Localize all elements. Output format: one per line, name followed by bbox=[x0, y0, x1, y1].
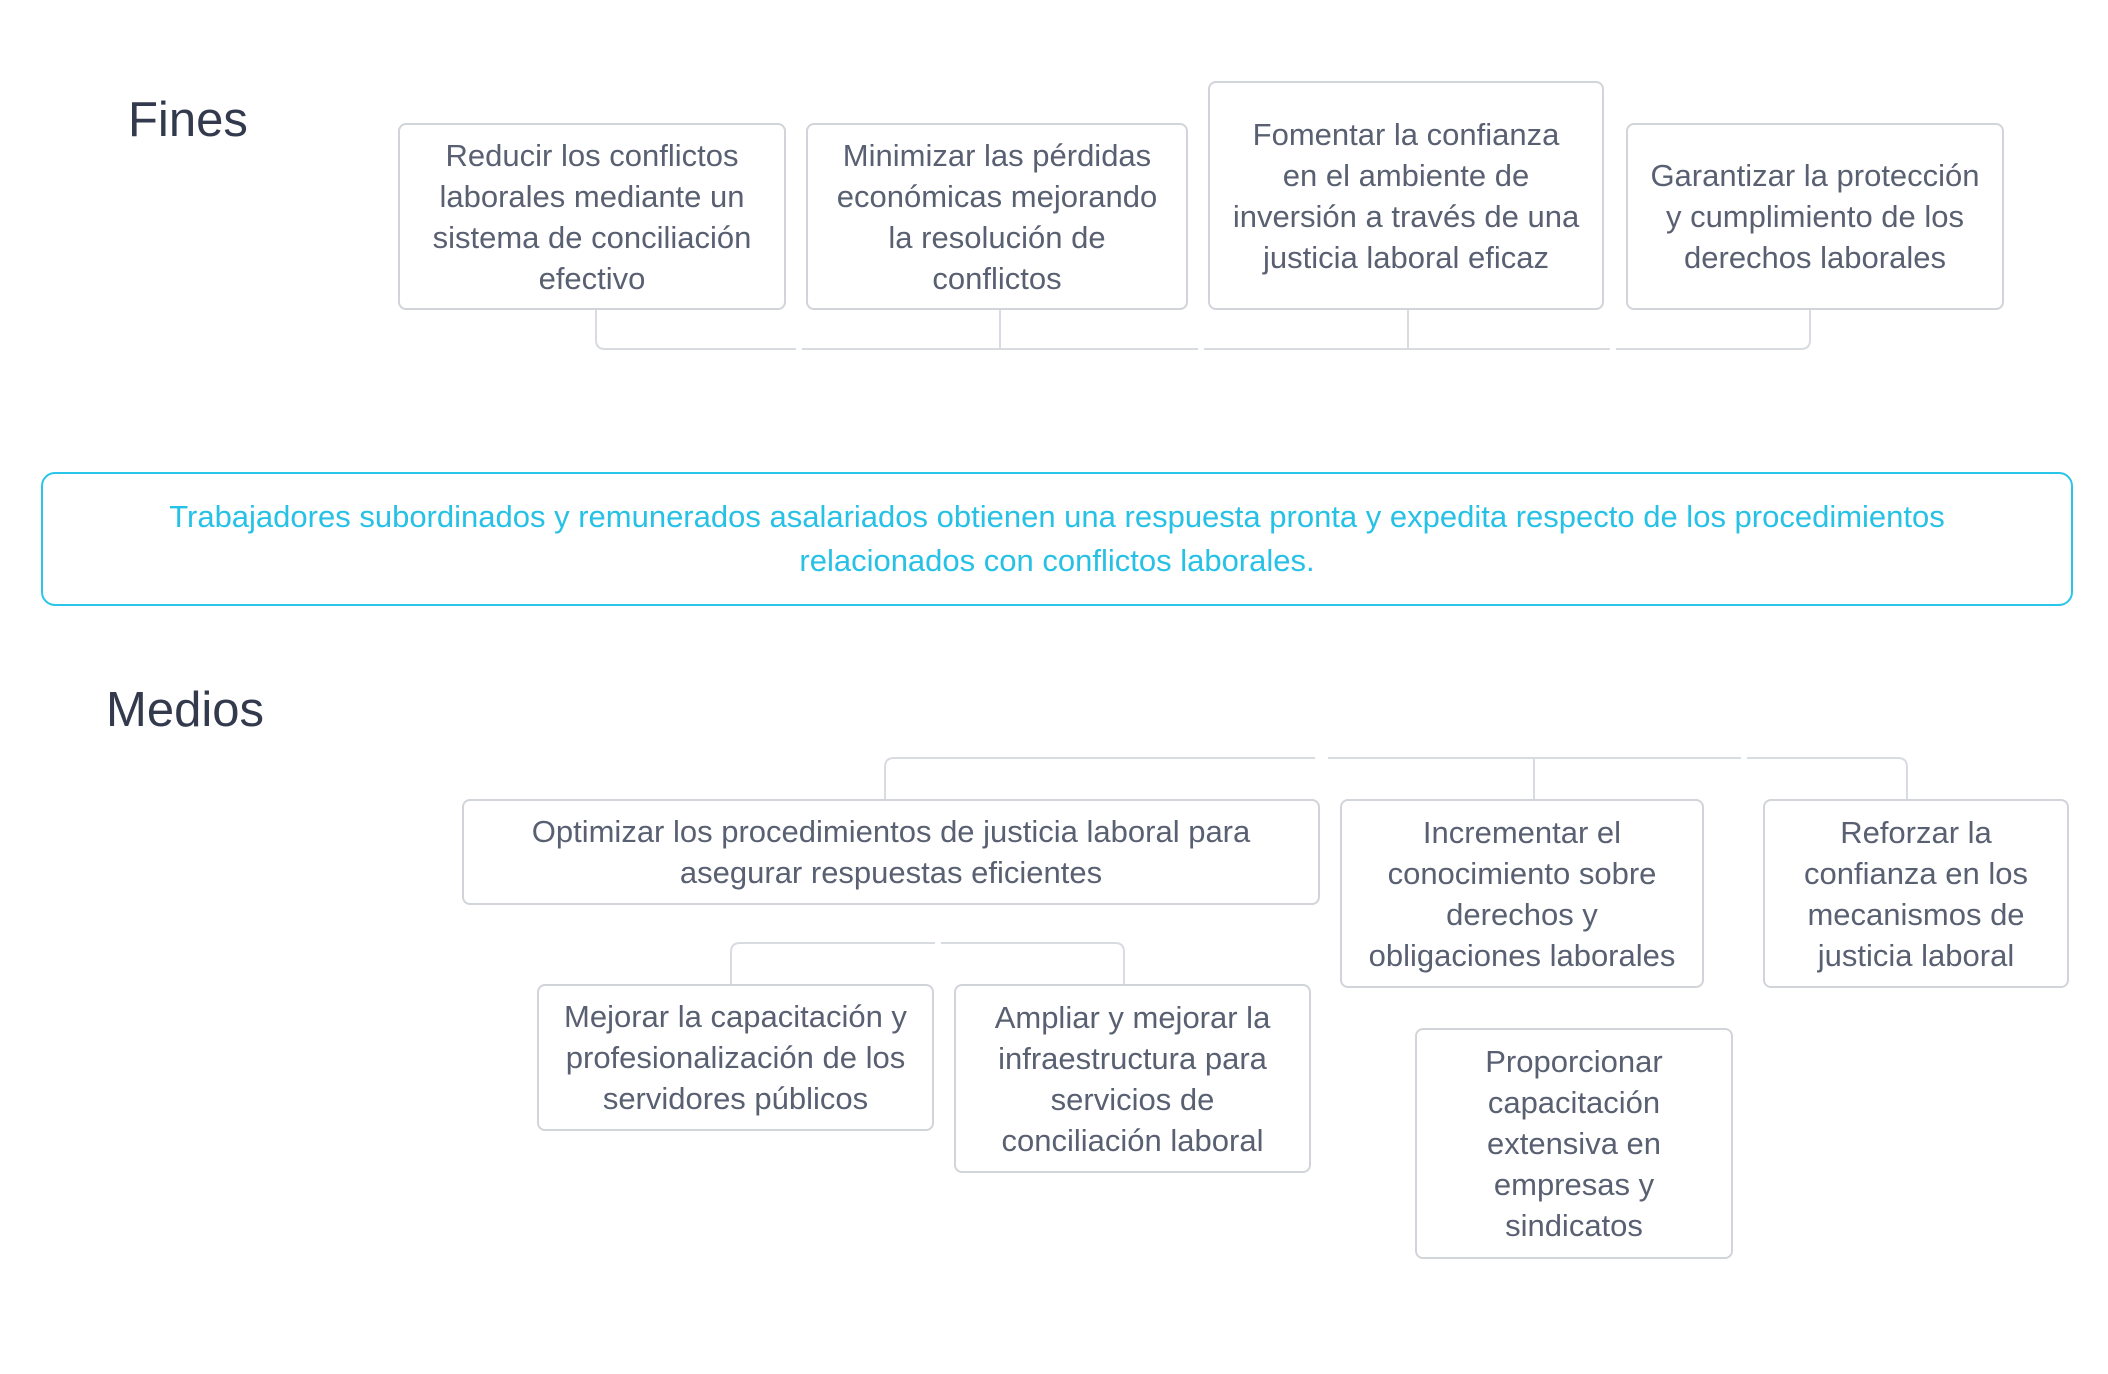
fines-item-2: Minimizar las pérdidas económicas mejorando la resolución de conflictos bbox=[806, 123, 1188, 310]
medios-subitem-1-2: Ampliar y mejorar la infraestructura para servicios de conciliación laboral bbox=[954, 984, 1311, 1173]
medios-item-3: Reforzar la confianza en los mecanismos de justicia laboral bbox=[1763, 799, 2069, 988]
medios-subitem-2-1: Proporcionar capacitación extensiva en empresas y sindicatos bbox=[1415, 1028, 1733, 1259]
purpose-statement: Trabajadores subordinados y remunerados asalariados obtienen una respuesta pronta y expedita respecto de los procedimientos relacionados con conflictos laborales. bbox=[41, 472, 2073, 606]
medios-item-2: Incrementar el conocimiento sobre derechos y obligaciones laborales bbox=[1340, 799, 1704, 988]
sub-connector-2 bbox=[941, 943, 1124, 984]
fines-item-3: Fomentar la confianza en el ambiente de inversión a través de una justicia laboral eficaz bbox=[1208, 81, 1604, 310]
fines-item-1: Reducir los conflictos laborales mediante un sistema de conciliación efectivo bbox=[398, 123, 786, 310]
medios-connector-3 bbox=[1747, 758, 1907, 799]
medios-connector-1 bbox=[885, 758, 1315, 799]
fines-connector-1 bbox=[596, 310, 796, 349]
medios-subitem-1-1: Mejorar la capacitación y profesionalización de los servidores públicos bbox=[537, 984, 934, 1131]
sub-connector-1 bbox=[731, 943, 935, 984]
medios-title: Medios bbox=[106, 683, 264, 737]
fines-item-4: Garantizar la protección y cumplimiento de los derechos laborales bbox=[1626, 123, 2004, 310]
fines-title: Fines bbox=[128, 93, 248, 147]
medios-item-1: Optimizar los procedimientos de justicia laboral para asegurar respuestas eficientes bbox=[462, 799, 1320, 905]
fines-connector-4 bbox=[1616, 310, 1810, 349]
